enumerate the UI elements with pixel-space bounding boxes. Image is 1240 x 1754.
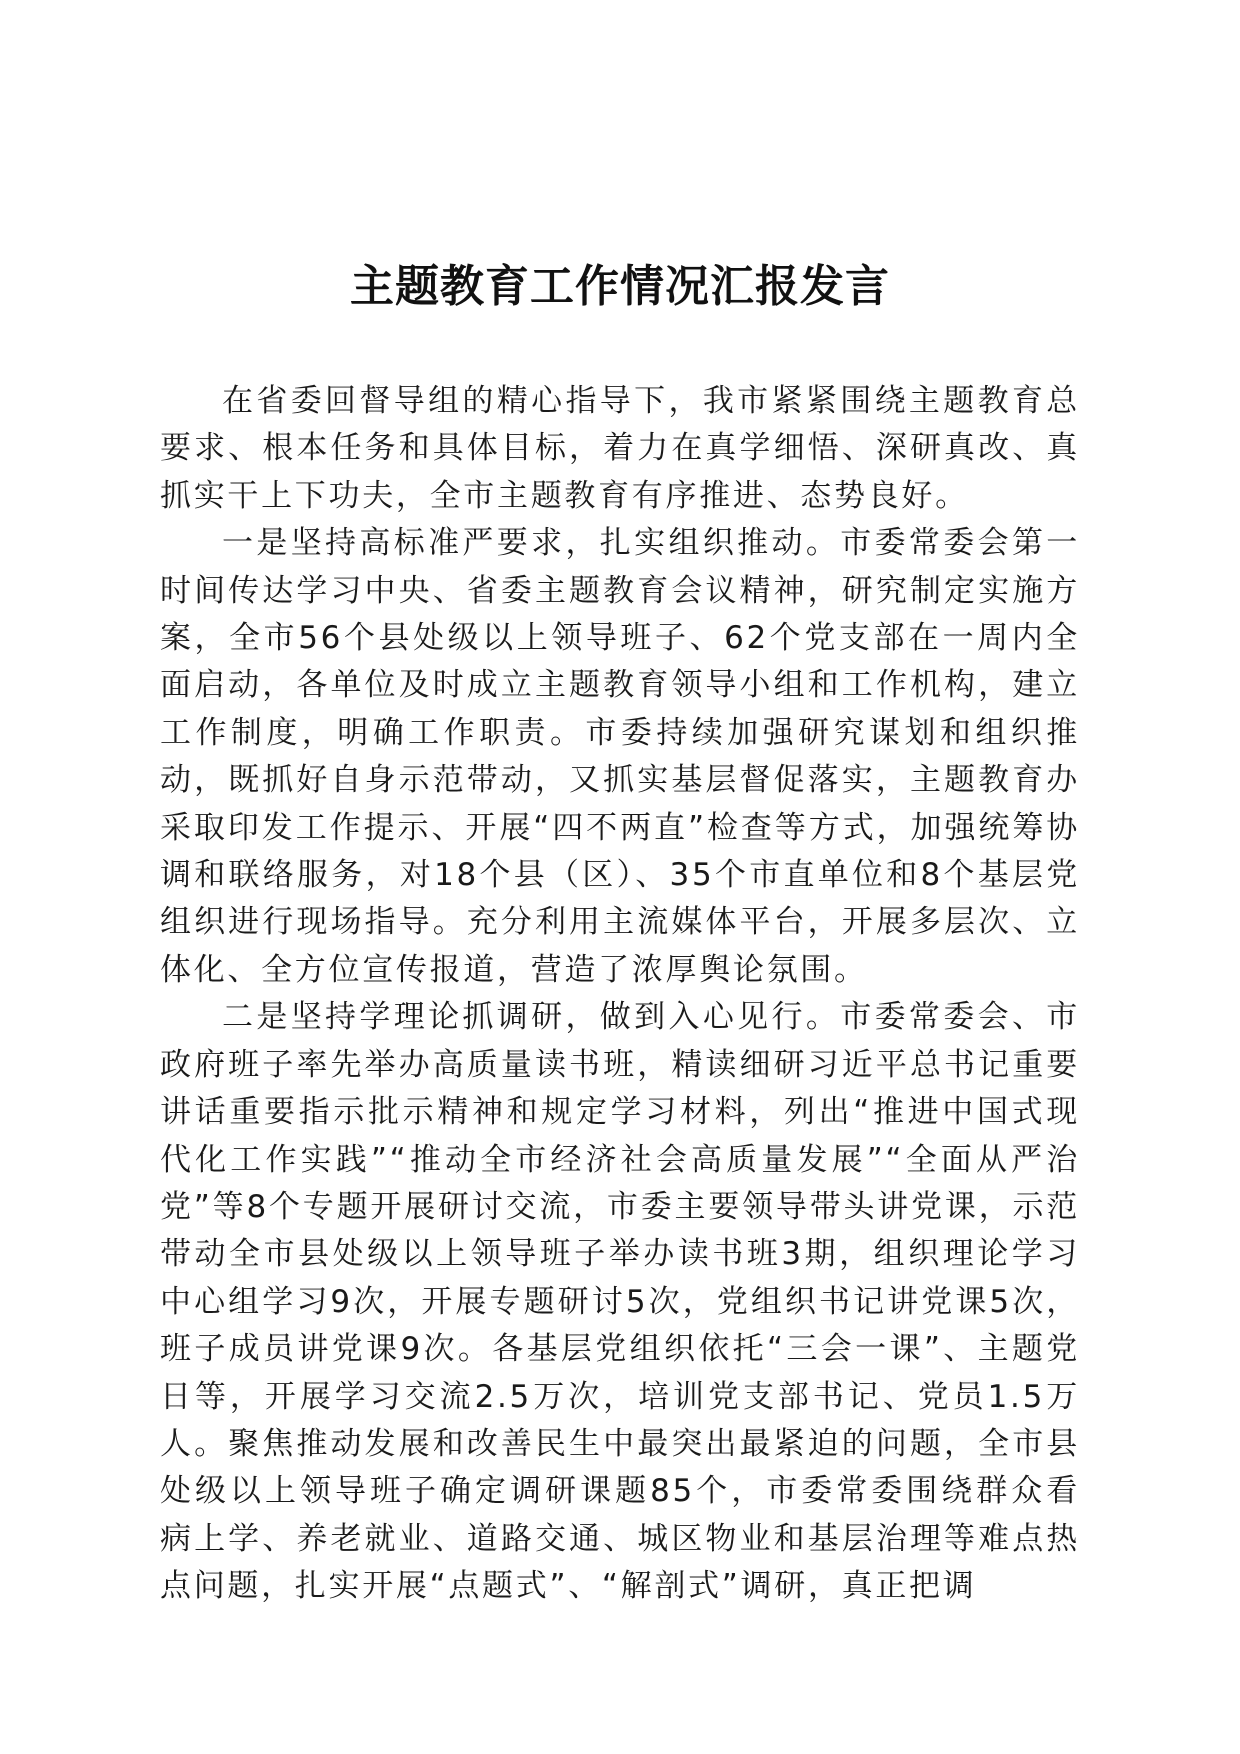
paragraph-intro: 在省委回督导组的精心指导下，我市紧紧围绕主题教育总要求、根本任务和具体目标，着力在真学细悟、深研真改、真抓实干上下功夫，全市主题教育有序推进、态势良好。 bbox=[160, 383, 1080, 514]
document-title: 主题教育工作情况汇报发言 bbox=[350, 261, 890, 313]
paragraph-organization: 一是坚持高标准严要求，扎实组织推动。市委常委会第一时间传达学习中央、省委主题教育会议精神，研究制定实施方案，全市56个县处级以上领导班子、62个党支部在一周内全面启动，各单位及时成立主题教育领导小组和工作机构，建立工作制度，明确工作职责。市委持续加强研究谋划和组织推动，既抓好自身示范带动，又抓实基层督促落实，主题教育办采取印发工作提示、开展“四不两直”检查等方式，加强统筹协调和联络服务，对18个县（区）、35个市直单位和8个基层党组织进行现场指导。充分利用主流媒体平台，开展多层次、立体化、全方位宣传报道，营造了浓厚舆论氛围。 bbox=[160, 525, 1080, 988]
paragraph-theory-research: 二是坚持学理论抓调研，做到入心见行。市委常委会、市政府班子率先举办高质量读书班，精读细研习近平总书记重要讲话重要指示批示精神和规定学习材料，列出“推进中国式现代化工作实践”“推动全市经济社会高质量发展”“全面从严治党”等8个专题开展研讨交流，市委主要领导带头讲党课，示范带动全市县处级以上领导班子举办读书班3期，组织理论学习中心组学习9次，开展专题研讨5次，党组织书记讲党课5次，班子成员讲党课9次。各基层党组织依托“三会一课”、主题党日等，开展学习交流2.5万次，培训党支部书记、党员1.5万人。聚焦推动发展和改善民生中最突出最紧迫的问题，全市县处级以上领导班子确定调研课题85个，市委常委围绕群众看病上学、养老就业、道路交通、城区物业和基层治理等难点热点问题，扎实开展“点题式”、“解剖式”调研，真正把调 bbox=[160, 999, 1080, 1605]
document-body bbox=[160, 378, 1080, 1611]
